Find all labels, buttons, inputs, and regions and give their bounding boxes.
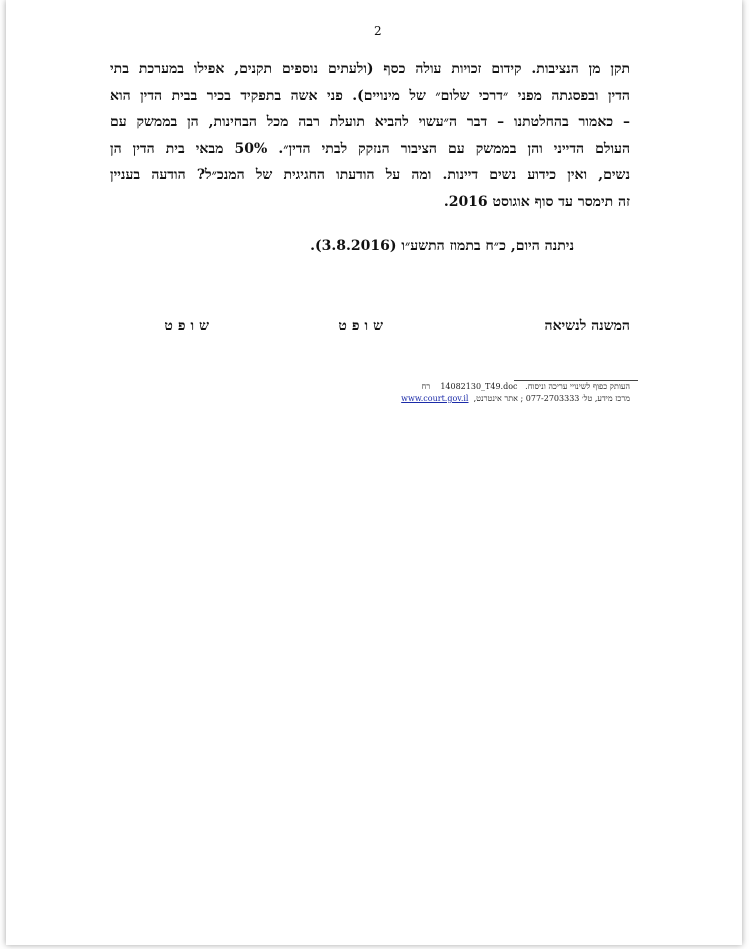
ruling-paragraph bbox=[110, 56, 630, 215]
paragraph-line-2: הדין ובפסגתה מפני ״דרכי שלום״ של מינויים). פני אשה בתפקיד בכיר בבית הדין הוא bbox=[110, 87, 630, 104]
paragraph-line-4: העולם הדייני והן בממשק עם הציבור הנזקק לבתי הדין״. 50% מבאי בית הדין הן bbox=[110, 140, 630, 157]
paragraph-line-5: נשים, ואין כידוע נשים דיינות. ומה על הודעתו החגיגית של המנכ״ל? הודעה בעניין bbox=[110, 167, 630, 183]
paragraph-line-3: – כאמור בהחלטתנו – דבר ה״עשוי להביא תועלת רבה מכל הבחינות, הן בממשק עם bbox=[110, 114, 630, 130]
given-date-line: ניתנה היום, כ״ח בתמוז התשע״ו (3.8.2016). bbox=[310, 238, 574, 254]
signature-judge-1: שופט bbox=[338, 318, 388, 334]
footer-disclaimer: העותק כפוף לשינויי עריכה וניסוח. bbox=[525, 382, 630, 391]
footer-contact: מרכז מידע, טל׳ 077-2703333 ; אתר אינטרנט, bbox=[473, 394, 630, 403]
page-number: 2 bbox=[374, 24, 382, 38]
footer-line-1 bbox=[401, 381, 630, 393]
footer-doc-name: 14082130_T49.doc bbox=[440, 382, 518, 391]
paragraph-line-1: תקן מן הנציבות. קידום זכויות עולה כסף (ולעתים נוספים תקנים, אפילו במערכת בתי bbox=[110, 61, 630, 77]
signature-deputy-president: המשנה לנשיאה bbox=[544, 318, 630, 334]
paragraph-line-6: זה תימסר עד סוף אוגוסט 2016. bbox=[443, 193, 630, 210]
signature-judge-2: שופט bbox=[164, 318, 214, 334]
footer-initials: רח bbox=[421, 382, 431, 391]
document-page bbox=[6, 0, 742, 945]
document-footer bbox=[401, 381, 630, 405]
court-website-link[interactable]: www.court.gov.il bbox=[401, 394, 469, 403]
footer-line-2 bbox=[401, 393, 630, 405]
